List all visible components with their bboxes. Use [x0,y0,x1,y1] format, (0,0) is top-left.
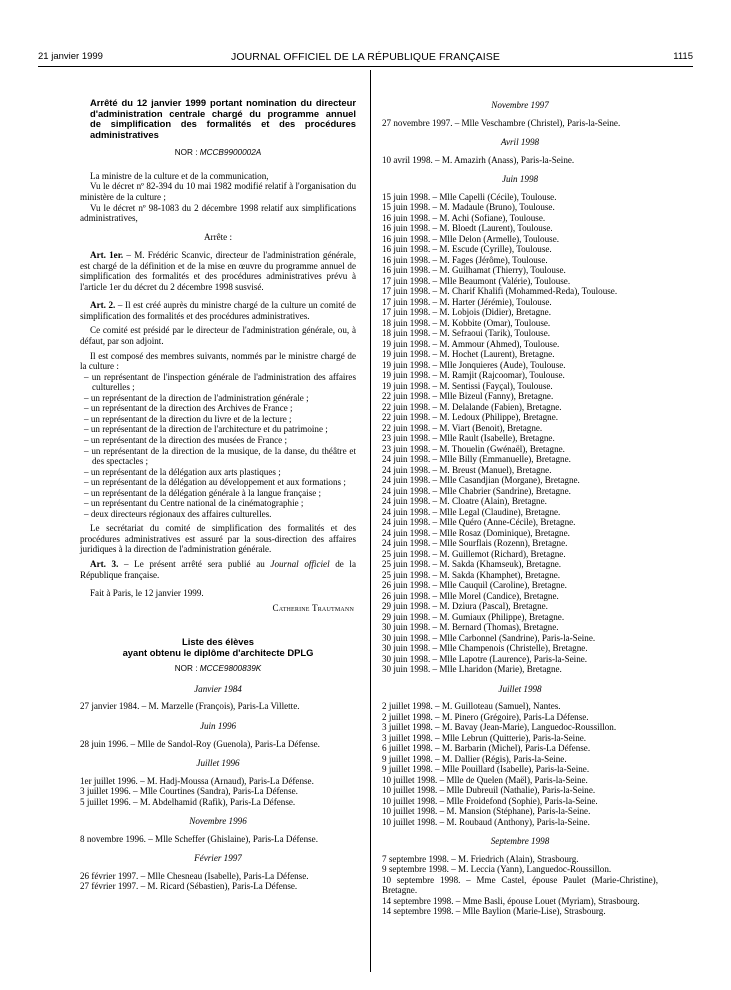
list-item: 25 juin 1998. – M. Guillemot (Richard), Bretagne. [382,548,566,559]
article-3 [80,559,356,580]
list-item: 15 juin 1998. – M. Madaule (Bruno), Toulouse. [382,202,555,213]
list-item: 10 avril 1998. – M. Amazirh (Anass), Paris-la-Seine. [382,154,575,165]
list-item: 10 juillet 1998. – Mlle de Quelen (Maël), Paris-la-Seine. [382,774,588,785]
list-item: 30 juin 1998. – Mlle Lharidon (Marie), Bretagne. [382,664,562,675]
list-item: 16 juin 1998. – Mlle Delon (Armelle), Toulouse. [382,233,560,244]
list-item: – un représentant de la délégation au développement et aux formations ; [84,477,346,488]
article-1 [80,250,356,292]
month-heading: Janvier 1984 [194,683,242,694]
visa-paragraph: Vu le décret nº 98-1083 du 2 décembre 1998 relatif aux simplifications administratives, [80,202,356,224]
list-item: 1er juillet 1996. – M. Hadj-Moussa (Arnaud), Paris-La Défense. [80,775,314,786]
body-paragraph: Ce comité est présidé par le directeur de l'administration générale, ou, à défaut, par son adjoint. [80,325,356,347]
month-heading: Juin 1996 [199,720,237,731]
list-item: 9 juillet 1998. – M. Dallier (Régis), Paris-la-Seine. [382,753,567,764]
list-item: 30 juin 1998. – M. Bernard (Thomas), Bretagne. [382,622,559,633]
body-paragraph: Il est composé des membres suivants, nommés par le ministre chargé de la culture : [80,350,356,372]
list-item: 22 juin 1998. – Mlle Bizeul (Fanny), Bretagne. [382,391,554,402]
list-title [80,637,356,658]
graduate-groups-right [382,100,658,917]
list-item: 16 juin 1998. – M. Guilhamat (Thierry), Toulouse. [382,265,566,276]
left-column [80,98,356,892]
list-item: 24 juin 1998. – Mlle Legal (Claudine), Bretagne. [382,506,561,517]
list-title-line: Liste des élèves [182,636,254,648]
list-item: 26 juin 1998. – Mlle Cauquil (Caroline), Bretagne. [382,580,567,591]
list-item: 27 février 1997. – M. Ricard (Sébastien), Paris-La Défense. [80,881,298,892]
list-item: 24 juin 1998. – Mlle Casandjian (Morgane), Bretagne. [382,475,580,486]
list-item: 19 juin 1998. – M. Ramjit (Rajcoomar), Toulouse. [382,370,565,381]
header-rule [38,66,693,67]
list-title-line: ayant obtenu le diplôme d'architecte DPLG [122,646,314,658]
list-item: 17 juin 1998. – M. Lobjois (Didier), Bretagne. [382,307,551,318]
month-heading: Juin 1998 [501,174,539,185]
list-item: 14 septembre 1998. – Mme Basli, épouse Louet (Myriam), Strasbourg. [382,895,640,906]
list-item: 24 juin 1998. – Mlle Quéro (Anne-Cécile), Bretagne. [382,517,576,528]
list-item: 24 juin 1998. – M. Breust (Manuel), Bretagne. [382,464,552,475]
list-item: 28 juin 1996. – Mlle de Sandol-Roy (Guenola), Paris-La Défense. [80,738,320,749]
list-item: 6 juillet 1998. – M. Barbarin (Michel), Paris-La Défense. [382,743,591,754]
month-heading: Novembre 1997 [491,100,549,110]
arrete-title-line: d'administration centrale chargé du programme annuel [90,107,356,119]
journal-name: Journal officiel [270,558,330,569]
month-heading: Juillet 1996 [196,758,240,769]
list-item: 23 juin 1998. – M. Thouelin (Gwénaël), Bretagne. [382,443,565,454]
list-item: 19 juin 1998. – M. Hochet (Laurent), Bretagne. [382,349,555,360]
list-item: 17 juin 1998. – M. Harter (Jérémie), Toulouse. [382,296,552,307]
right-column [382,100,658,917]
list-item: 9 septembre 1998. – M. Leccia (Yann), Languedoc-Roussillon. [382,864,612,875]
list-item: 27 novembre 1997. – Mlle Veschambre (Christel), Paris-la-Seine. [382,117,621,128]
list-item: 24 juin 1998. – M. Cloatre (Alain), Bretagne. [382,496,547,507]
month-heading: Septembre 1998 [490,836,550,847]
member-list [80,372,356,520]
list-item: 16 juin 1998. – M. Achi (Sofiane), Toulouse. [382,212,546,223]
header-page-number: 1115 [673,51,693,62]
list-item: 30 juin 1998. – Mlle Lapotre (Laurence), Paris-la-Seine. [382,653,588,664]
list-item: – un représentant de la direction de la musique, de la danse, du théâtre et des spectacles ; [84,445,356,467]
column-divider [370,70,371,972]
article-text: – Il est créé auprès du ministre chargé de la culture un comité de simplification des formalités et des procédures administratives. [80,300,357,321]
list-item: 17 juin 1998. – Mlle Beaumont (Valérie), Toulouse. [382,275,571,286]
list-item: 8 novembre 1996. – Mlle Scheffer (Ghislaine), Paris-La Défense. [80,833,318,844]
list-item: 16 juin 1998. – M. Escude (Cyrille), Toulouse. [382,244,552,255]
month-heading: Avril 1998 [500,137,540,148]
body-paragraph: Le secrétariat du comité de simplification des formalités et des procédures administratives est assuré par la sous-direction des affaires juridiques à la direction de l'administration générale. [80,523,356,555]
nor-code: MCCE9800839K [199,664,262,674]
arrete-title-line: administratives [90,128,159,140]
list-item: 15 juin 1998. – Mlle Capelli (Cécile), Toulouse. [382,191,557,202]
list-item: 3 juillet 1996. – Mlle Courtines (Sandra), Paris-La Défense. [80,786,298,797]
list-item: 19 juin 1998. – M. Sentissi (Fayçal), Toulouse. [382,380,553,391]
signature: Catherine Trautmann [272,602,354,613]
list-item: 2 juillet 1998. – M. Pinero (Grégoire), Paris-La Défense. [382,711,589,722]
list-item: 18 juin 1998. – M. Kobbite (Omar), Toulouse. [382,317,551,328]
list-item: 24 juin 1998. – Mlle Sourflais (Rozenn), Bretagne. [382,538,568,549]
list-item: 10 septembre 1998. – Mme Castel, épouse Paulet (Marie-Christine), Bretagne. [382,874,658,896]
list-item: 10 juillet 1998. – Mlle Dubreuil (Nathalie), Paris-la-Seine. [382,785,596,796]
list-item: – un représentant de la direction du livre et de la lecture ; [84,413,292,424]
list-item: 30 juin 1998. – Mlle Champenois (Christelle), Bretagne. [382,643,588,654]
article-2 [80,300,356,321]
nor-code: MCCB9900002A [199,148,262,158]
nor-label: NOR : [174,148,198,158]
list-item: 19 juin 1998. – Mlle Jonquieres (Aude), Toulouse. [382,359,566,370]
page-header [38,51,693,67]
article-label: Art. 2. [90,300,116,311]
month-heading: Février 1997 [194,853,242,864]
arrete-title-line: de simplification des formalités et des procédures [90,118,356,130]
list-item: 26 février 1997. – Mlle Chesneau (Isabelle), Paris-La Défense. [80,870,309,881]
list-item: 25 juin 1998. – M. Sakda (Khamphet), Bretagne. [382,569,561,580]
done-at: Fait à Paris, le 12 janvier 1999. [90,588,204,599]
list-item: 10 juillet 1998. – Mlle Froidefond (Sophie), Paris-la-Seine. [382,795,598,806]
arrete-title-line: Arrêté du 12 janvier 1999 portant nomination du directeur [90,97,356,108]
list-item: 22 juin 1998. – M. Delalande (Fabien), Bretagne. [382,401,562,412]
list-item: 10 juillet 1998. – M. Roubaud (Anthony), Paris-la-Seine. [382,816,590,827]
list-item: – un représentant du Centre national de la cinématographie ; [84,498,304,509]
visa-paragraph: Vu le décret nº 82-394 du 10 mai 1982 modifié relatif à l'organisation du ministère de la culture ; [80,181,356,203]
article-text: – Le présent arrêté sera publié au [118,558,271,569]
visa-paragraph: La ministre de la culture et de la communication, [90,170,269,181]
month-heading: Novembre 1996 [189,816,247,827]
list-item: 19 juin 1998. – M. Ammour (Ahmed), Toulouse. [382,338,560,349]
arrete-word: Arrête : [203,231,233,242]
list-item: 5 juillet 1996. – M. Abdelhamid (Rafik), Paris-La Défense. [80,796,296,807]
list-item: 29 juin 1998. – M. Gumiaux (Philippe), Bretagne. [382,611,565,622]
arrete-title [90,98,356,140]
list-item: – un représentant de la direction des Archives de France ; [84,403,293,414]
header-journal-title: JOURNAL OFFICIEL DE LA RÉPUBLIQUE FRANÇAISE [231,51,500,63]
month-heading: Juillet 1998 [498,683,542,694]
list-item: 25 juin 1998. – M. Sakda (Khamseuk), Bretagne. [382,559,562,570]
list-item: 9 juillet 1998. – Mlle Pouillard (Isabelle), Paris-la-Seine. [382,764,590,775]
header-date: 21 janvier 1999 [38,51,103,62]
list-item: – un représentant de l'inspection générale de l'administration des affaires culturelles ; [84,371,356,393]
list-item: 18 juin 1998. – M. Sefraoui (Tarik), Toulouse. [382,328,551,339]
list-item: – un représentant de la direction de l'architecture et du patrimoine ; [84,424,328,435]
list-item: 3 juillet 1998. – M. Bavay (Jean-Marie), Languedoc-Roussillon. [382,722,617,733]
list-item: – un représentant de la direction de l'administration générale ; [84,392,309,403]
graduate-groups-left [80,684,356,892]
list-item: 16 juin 1998. – M. Fages (Jérôme), Toulouse. [382,254,548,265]
article-label: Art. 3. [90,558,119,569]
list-item: 2 juillet 1998. – M. Guilloteau (Samuel), Nantes. [382,701,561,712]
list-item: 24 juin 1998. – Mlle Rosaz (Dominique), Bretagne. [382,527,570,538]
list-item: 23 juin 1998. – Mlle Rault (Isabelle), Bretagne. [382,433,555,444]
list-item: 22 juin 1998. – M. Ledoux (Philippe), Bretagne. [382,412,559,423]
list-item: – un représentant de la délégation générale à la langue française ; [84,487,322,498]
list-item: 30 juin 1998. – Mlle Carbonnel (Sandrine), Paris-la-Seine. [382,632,596,643]
list-item: 29 juin 1998. – M. Dziura (Pascal), Bretagne. [382,601,548,612]
list-item: 27 janvier 1984. – M. Marzelle (François), Paris-La Villette. [80,701,300,712]
list-item: – deux directeurs régionaux des affaires culturelles. [84,508,272,519]
list-nor [80,664,356,675]
list-item: 10 juillet 1998. – M. Mansion (Stéphane), Paris-la-Seine. [382,806,591,817]
list-item: 17 juin 1998. – M. Charif Khalifi (Mohammed-Reda), Toulouse. [382,286,618,297]
article-label: Art. 1er. [90,250,124,261]
list-item: – un représentant de la direction des musées de France ; [84,434,288,445]
list-item: 26 juin 1998. – Mlle Morel (Candice), Bretagne. [382,590,559,601]
list-item: 22 juin 1998. – M. Viart (Benoit), Bretagne. [382,422,543,433]
nor-label: NOR : [174,664,198,674]
arrete-nor [80,148,356,159]
list-item: 16 juin 1998. – M. Bloedt (Laurent), Toulouse. [382,223,553,234]
list-item: 7 septembre 1998. – M. Friedrich (Alain), Strasbourg. [382,853,579,864]
list-item: – un représentant de la délégation aux arts plastiques ; [84,466,281,477]
list-item: 24 juin 1998. – Mlle Billy (Emmanuelle), Bretagne. [382,454,571,465]
list-item: 14 septembre 1998. – Mlle Baylion (Marie-Lise), Strasbourg. [382,906,606,917]
list-item: 24 juin 1998. – Mlle Chabrier (Sandrine), Bretagne. [382,485,571,496]
article-text: – M. Frédéric Scanvic, directeur de l'administration générale, est chargé de la définition et de la mise en œuvre du programme annuel de simplification des formalités et des procédures administratives prévu à l'article 1er du décret du 2 décembre 1998 susvisé. [80,250,356,292]
list-item: 3 juillet 1998. – Mlle Lebrun (Quitterie), Paris-la-Seine. [382,732,587,743]
article-text: de la République française. [80,558,356,580]
